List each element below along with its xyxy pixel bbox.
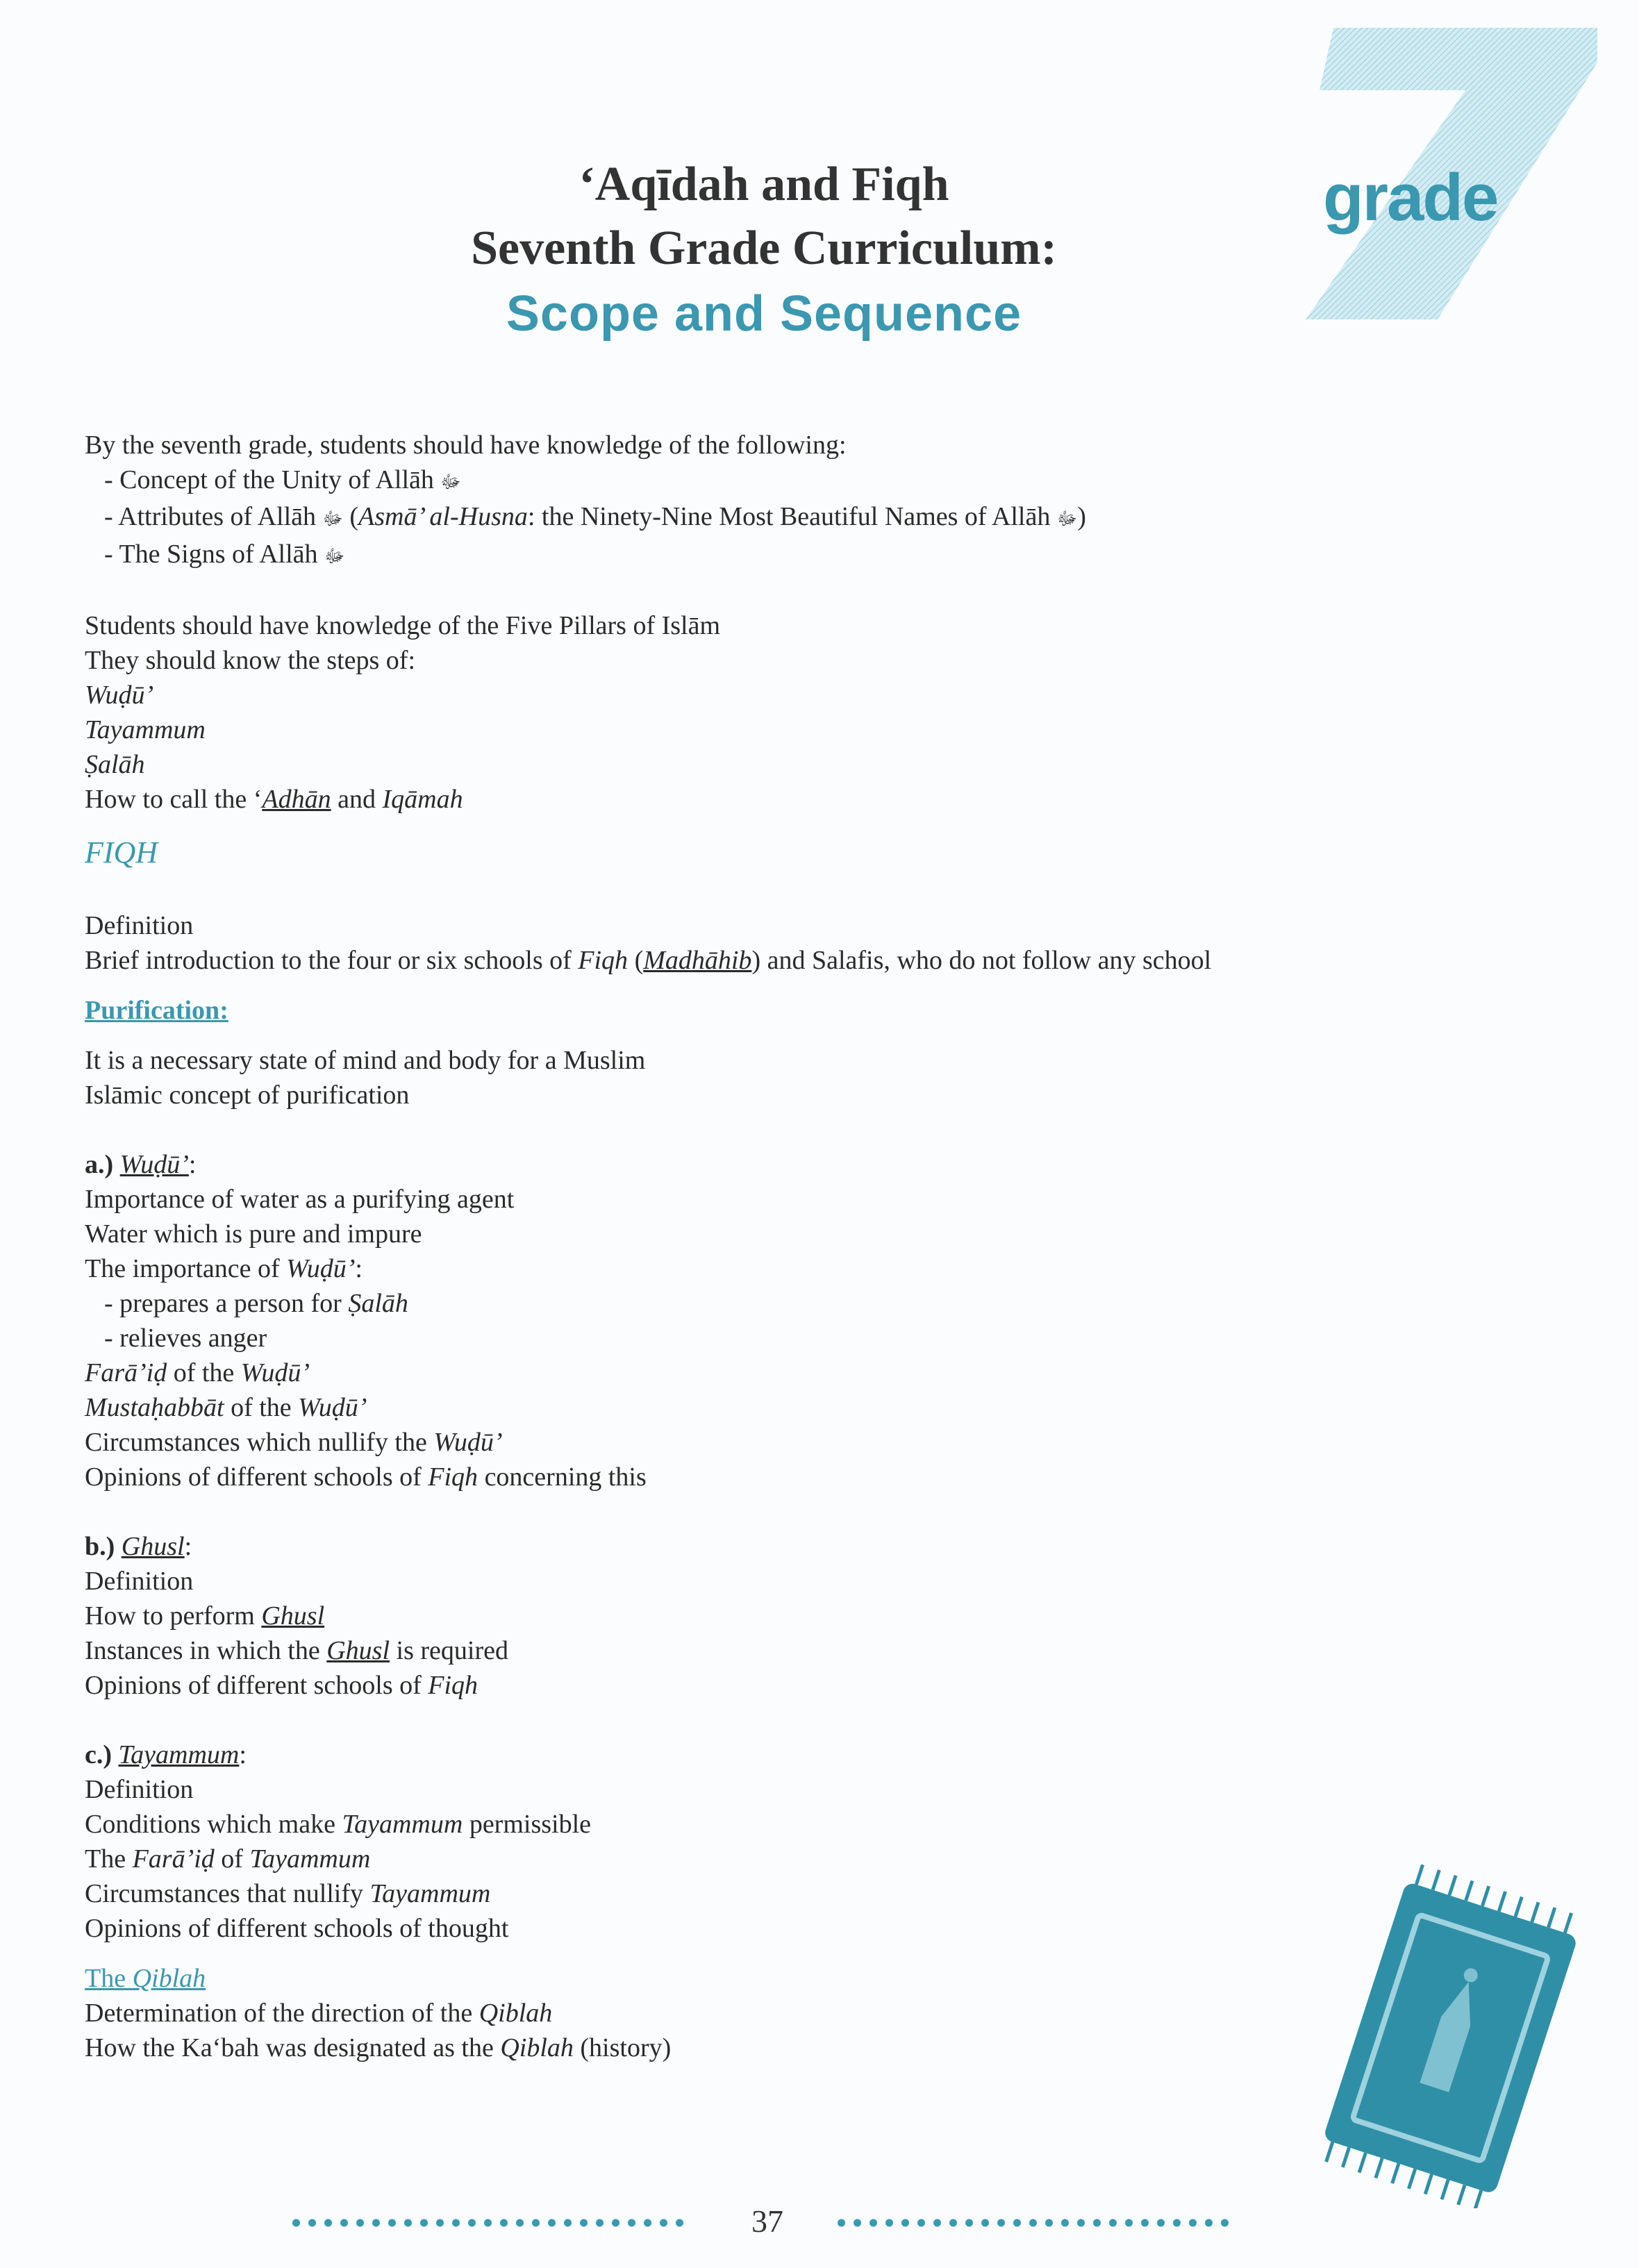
purification-heading: Purification: xyxy=(85,995,228,1025)
wudu-line: Circumstances which nullify the Wuḍū’ xyxy=(85,1427,503,1457)
ghusl-line: Instances in which the Ghusl is required xyxy=(85,1635,508,1665)
honorific-glyph: ﷻ xyxy=(324,545,345,566)
honorific-glyph: ﷻ xyxy=(440,472,461,492)
tayammum-line: Opinions of different schools of thought xyxy=(85,1913,509,1943)
ghusl-line: How to perform Ghusl xyxy=(85,1601,325,1631)
honorific-glyph: ﷻ xyxy=(322,508,343,529)
curriculum-content xyxy=(85,428,1404,2065)
prayer-rug-icon xyxy=(1306,1861,1597,2208)
wudu-line: Importance of water as a purifying agent xyxy=(85,1184,515,1214)
step-tayammum: Tayammum xyxy=(85,715,206,744)
tayammum-line: The Farā’iḍ of Tayammum xyxy=(85,1844,371,1874)
fiqh-schools: Brief introduction to the four or six schools of Fiqh (Madhāhib) and Salafis, who do not follow any school xyxy=(85,945,1212,975)
intro-item-unity: - Concept of the Unity of Allāh ﷻ xyxy=(104,465,461,494)
page-footer xyxy=(0,2203,1639,2244)
fiqh-heading: FIQH xyxy=(85,835,158,869)
tayammum-line: Definition xyxy=(85,1774,194,1804)
purification-line-1: It is a necessary state of mind and body for a Muslim xyxy=(85,1045,646,1075)
steps-line: They should know the steps of: xyxy=(85,645,416,675)
intro-lead: By the seventh grade, students should have knowledge of the following: xyxy=(85,431,847,460)
intro-item-signs: - The Signs of Allāh ﷻ xyxy=(104,539,345,569)
pillars-line: Students should have knowledge of the Five Pillars of Islām xyxy=(85,610,721,640)
title-line-2: Seventh Grade Curriculum: xyxy=(471,222,1057,275)
grade-label: grade xyxy=(1323,160,1498,235)
tayammum-line: Conditions which make Tayammum permissible xyxy=(85,1809,592,1839)
step-salah: Ṣalāh xyxy=(85,749,145,779)
wudu-line: Mustaḥabbāt of the Wuḍū’ xyxy=(85,1392,367,1422)
fiqh-definition: Definition xyxy=(85,910,194,940)
wudu-line: The importance of Wuḍū’: xyxy=(85,1253,363,1283)
page-title xyxy=(319,153,1208,347)
tayammum-line: Circumstances that nullify Tayammum xyxy=(85,1878,491,1908)
wudu-line: Water which is pure and impure xyxy=(85,1219,422,1249)
wudu-line: Opinions of different schools of Fiqh concerning this xyxy=(85,1462,647,1492)
wudu-heading: a.) Wuḍū’: xyxy=(85,1149,197,1179)
intro-item-attributes: - Attributes of Allāh ﷻ (Asmā’ al-Husna: the Ninety-Nine Most Beautiful Names of Allāh ﷻ) xyxy=(104,502,1086,532)
step-wudu: Wuḍū’ xyxy=(85,680,154,710)
page-number: 37 xyxy=(751,2203,783,2239)
ghusl-heading: b.) Ghusl: xyxy=(85,1531,192,1561)
qiblah-heading: The Qiblah xyxy=(85,1963,206,1993)
purification-line-2: Islāmic concept of purification xyxy=(85,1080,410,1110)
wudu-line: - prepares a person for Ṣalāh xyxy=(104,1288,408,1318)
ghusl-line: Opinions of different schools of Fiqh xyxy=(85,1670,479,1700)
honorific-glyph: ﷻ xyxy=(1056,508,1078,529)
tayammum-heading: c.) Tayammum: xyxy=(85,1740,247,1769)
footer-dots-left xyxy=(288,2218,691,2228)
wudu-line: - relieves anger xyxy=(104,1323,267,1353)
qiblah-line: Determination of the direction of the Qiblah xyxy=(85,1998,553,2028)
ghusl-line: Definition xyxy=(85,1566,194,1596)
footer-dots-right xyxy=(833,2218,1236,2228)
title-line-1: ‘Aqīdah and Fiqh xyxy=(579,158,949,211)
subtitle: Scope and Sequence xyxy=(506,286,1022,342)
step-adhan: How to call the ‘Adhān and Iqāmah xyxy=(85,784,463,814)
qiblah-line: How the Ka‘bah was designated as the Qiblah (history) xyxy=(85,2033,672,2062)
wudu-line: Farā’iḍ of the Wuḍū’ xyxy=(85,1358,310,1387)
